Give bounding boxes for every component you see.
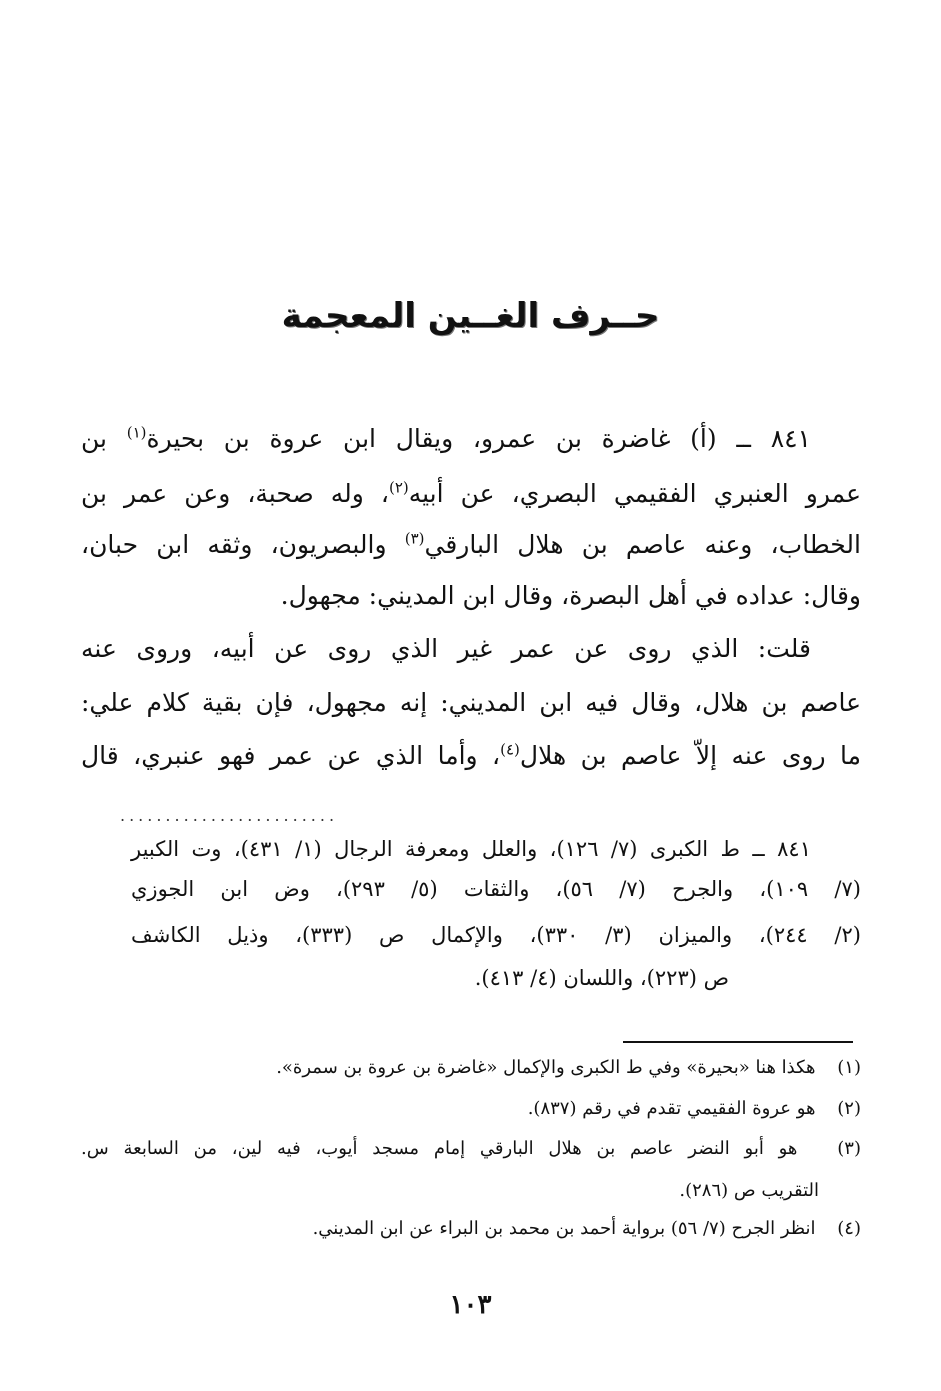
footnote-number: (١) (837, 1057, 861, 1078)
footnote-marker: (١) (126, 423, 147, 442)
entry-text: عمرو العنبري الفقيمي البصري، عن أبيه (408, 479, 861, 508)
sources-line: (٧/ ١٠٩)، والجرح (٧/ ٥٦)، والثقات (٥/ ٢٩٣)، وض ابن الجوزي (131, 877, 861, 901)
footnote-text: هكذا هنا «بحيرة» وفي ط الكبرى والإكمال «غاضرة بن عروة بن سمرة». (276, 1057, 816, 1078)
footnote-text: هو أبو النضر عاصم بن هلال البارقي إمام مسجد أيوب، فيه لين، من السابعة س. (81, 1138, 798, 1159)
sources-line: ص (٢٢٣)، واللسان (٤/ ٤١٣). (474, 966, 729, 990)
entry-text: والبصريون، وثقه ابن حبان، (81, 530, 405, 559)
footnote-marker: (٢) (388, 478, 409, 497)
footnote-text: هو عروة الفقيمي تقدم في رقم (٨٣٧). (527, 1098, 816, 1119)
page-number: ١٠٣ (449, 1290, 492, 1320)
entry-text: الخطاب، وعنه عاصم بن هلال البارقي (424, 530, 861, 559)
entry-text: ، وله صحبة، وعن عمر بن (81, 479, 389, 508)
entry-line (81, 424, 811, 454)
chapter-heading: حــرف الغــين المعجمة (281, 296, 660, 336)
footnote-text: انظر الجرح (٧/ ٥٦) برواية أحمد بن محمد بن البراء عن ابن المديني. (312, 1218, 816, 1239)
separator-dots: ........................ (120, 806, 339, 825)
footnote-number: (٢) (837, 1098, 861, 1119)
footnote-number: (٤) (837, 1218, 861, 1239)
comment-line: قلت: الذي روى عن عمر غير الذي روى عن أبيه، وروى عنه (81, 634, 811, 663)
footnote (81, 1218, 861, 1240)
entry-text: بن (81, 424, 127, 453)
footnote-rule (623, 1041, 853, 1043)
entry-line (81, 530, 861, 560)
entry-text: ما روى عنه إلاّ عاصم بن هلال (519, 741, 862, 770)
footnote (81, 1057, 861, 1079)
entry-line: وقال: عداده في أهل البصرة، وقال ابن المديني: مجهول. (280, 581, 861, 610)
entry-text: ، وأما الذي عن عمر فهو عنبري، قال (81, 741, 501, 770)
footnote (81, 1098, 861, 1120)
comment-line (81, 741, 861, 771)
footnote (81, 1138, 861, 1160)
comment-line: عاصم بن هلال، وقال فيه ابن المديني: إنه مجهول، فإن بقية كلام علي: (81, 688, 861, 717)
footnote-continuation: التقريب ص (٢٨٦). (679, 1180, 819, 1201)
footnote-marker: (٤) (500, 740, 520, 759)
sources-line: ٨٤١ ــ ط الكبرى (٧/ ١٢٦)، والعلل ومعرفة الرجال (١/ ٤٣١)، وت الكبير (131, 837, 811, 861)
footnote-marker: (٣) (404, 529, 425, 548)
sources-line: (٢/ ٢٤٤)، والميزان (٣/ ٣٣٠)، والإكمال ص (٣٣٣)، وذيل الكاشف (131, 923, 861, 947)
entry-text: ٨٤١ ــ (أ) غاضرة بن عمرو، ويقال ابن عروة بن بحيرة (146, 424, 811, 453)
entry-line (81, 479, 861, 509)
footnote-number: (٣) (837, 1138, 861, 1159)
